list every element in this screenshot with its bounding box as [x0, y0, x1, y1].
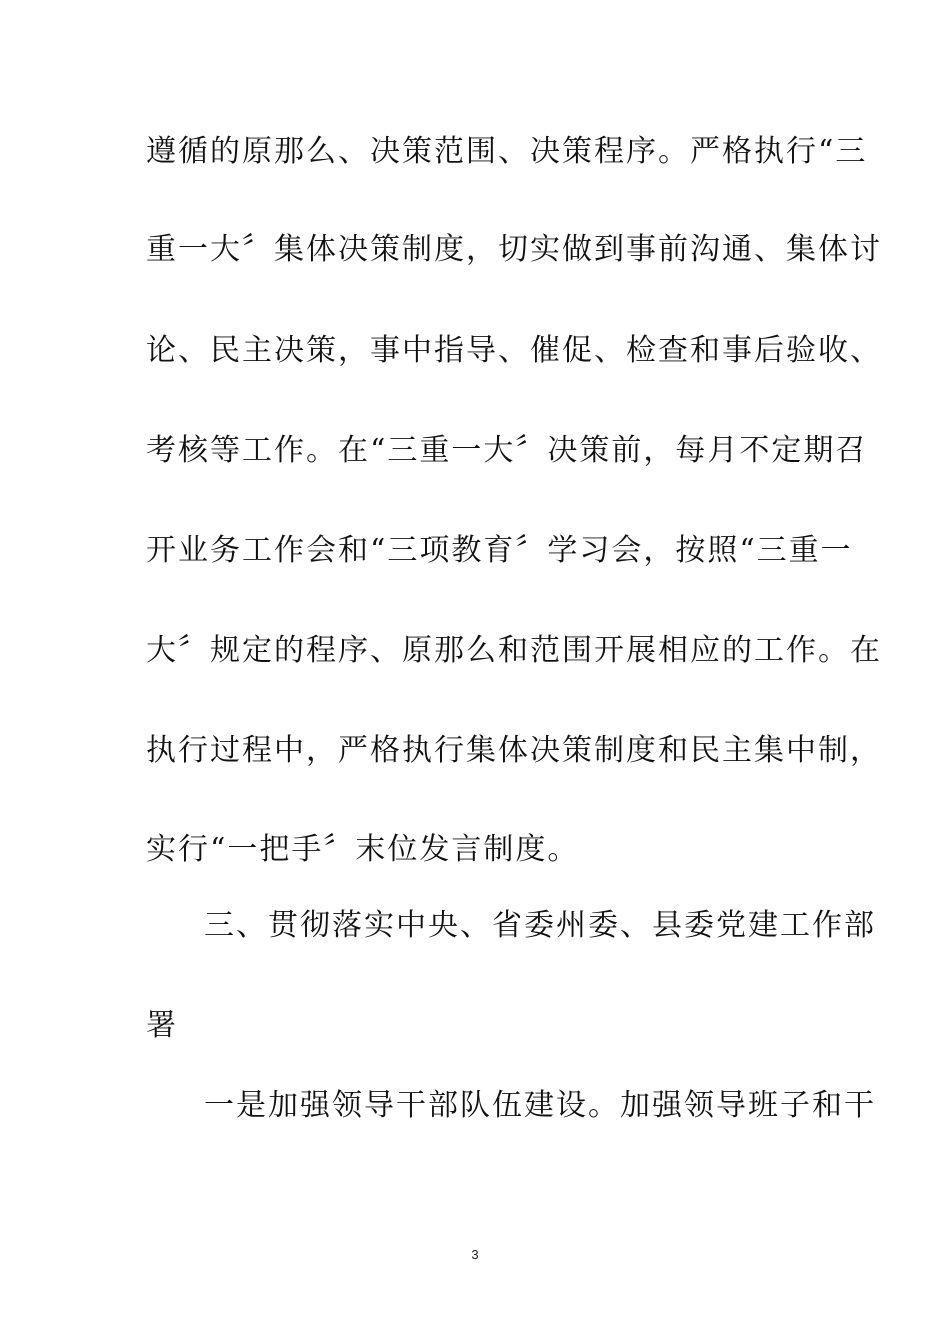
section-heading-line-1: 三、贯彻落实中央、省委州委、县委党建工作部: [204, 908, 876, 943]
text-line-2: 重一大〞集体决策制度，切实做到事前沟通、集体讨: [146, 232, 882, 267]
text-line-4: 考核等工作。在“三重一大〞决策前，每月不定期召: [146, 433, 868, 468]
page-number: 3: [471, 1247, 479, 1262]
text-line-6: 大〞规定的程序、原那么和范围开展相应的工作。在: [146, 633, 882, 668]
text-line-11: 一是加强领导干部队伍建设。加强领导班子和干: [204, 1088, 876, 1123]
text-line-1: 遵循的原那么、决策范围、决策程序。严格执行“三: [146, 134, 868, 169]
section-heading-line-2: 署: [146, 1008, 178, 1043]
text-line-7: 执行过程中，严格执行集体决策制度和民主集中制，: [146, 733, 882, 768]
text-line-3: 论、民主决策，事中指导、催促、检查和事后验收、: [146, 333, 882, 368]
text-line-5: 开业务工作会和“三项教育〞学习会，按照“三重一: [146, 533, 853, 568]
text-line-8: 实行“一把手〞末位发言制度。: [146, 832, 580, 867]
